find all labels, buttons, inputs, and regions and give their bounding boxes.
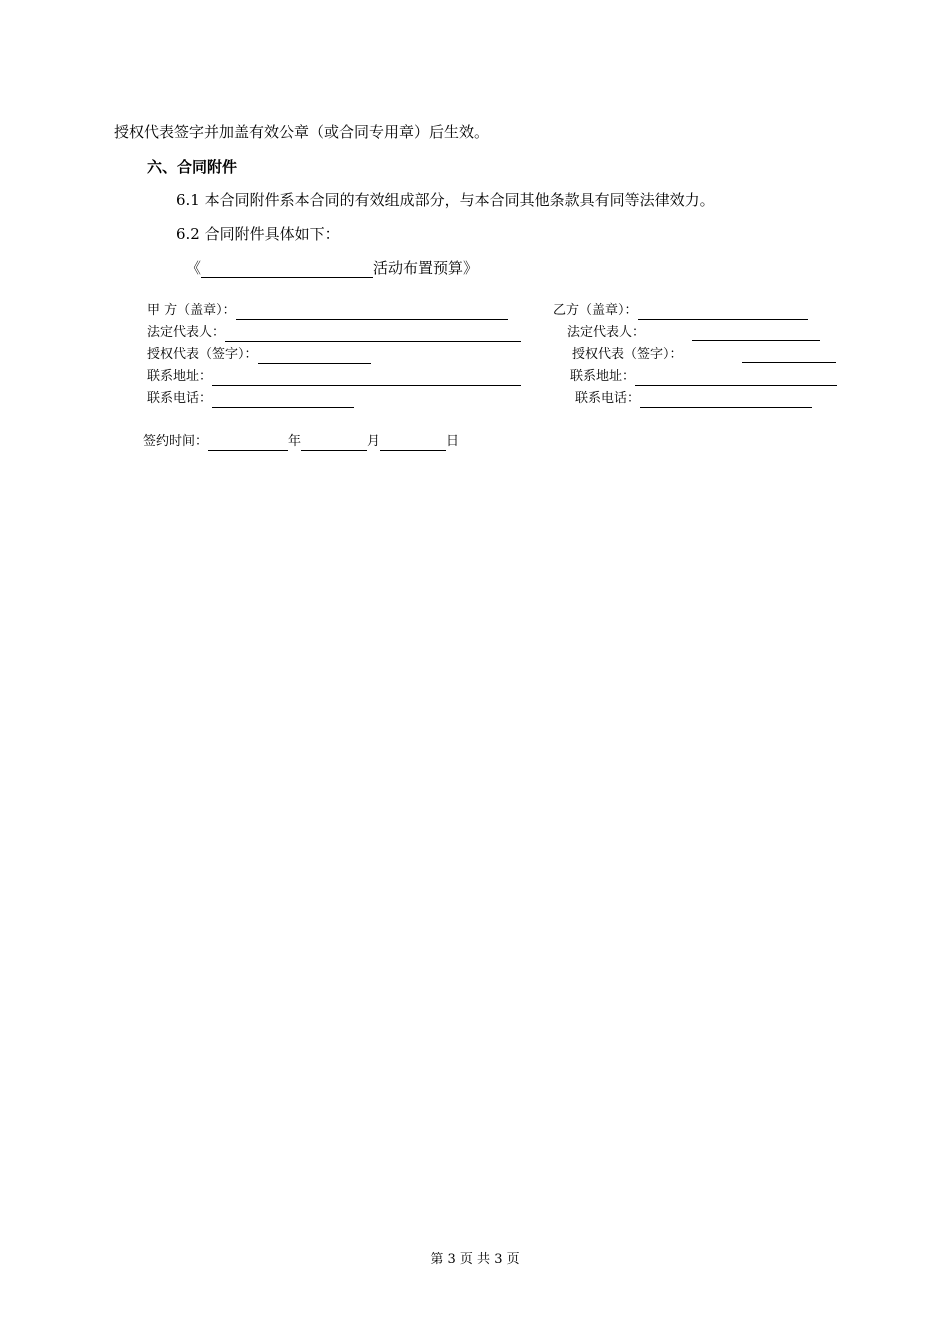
signing-day-label: 日 bbox=[446, 434, 460, 449]
section-6-item-1: 6.1 本合同附件系本合同的有效组成部分，与本合同其他条款具有同等法律效力。 bbox=[176, 191, 715, 209]
attachment-title: 活动布置预算》 bbox=[373, 259, 479, 277]
party-a-seal-label: 甲 方（盖章）： bbox=[147, 303, 236, 318]
party-b-seal bbox=[553, 302, 808, 320]
attachment-blank bbox=[201, 263, 373, 278]
party-b-legal-rep-label: 法定代表人： bbox=[567, 325, 646, 340]
party-b-phone-blank bbox=[640, 393, 812, 408]
attachment-line bbox=[186, 258, 478, 278]
clause-5-tail: 授权代表签字并加盖有效公章（或合同专用章）后生效。 bbox=[114, 123, 490, 141]
signing-year-blank bbox=[208, 436, 288, 451]
party-a-address-blank bbox=[212, 371, 521, 386]
party-a-legal-rep-blank bbox=[225, 327, 521, 342]
page-number-footer: 第 3 页 共 3 页 bbox=[430, 1252, 520, 1267]
party-a-legal-rep bbox=[147, 324, 521, 342]
party-a-auth-rep-blank bbox=[258, 349, 371, 364]
party-a-auth-rep bbox=[147, 346, 371, 364]
party-b-address bbox=[570, 368, 837, 386]
signing-day-blank bbox=[380, 436, 446, 451]
signing-month-blank bbox=[301, 436, 367, 451]
party-b-seal-label: 乙方（盖章）： bbox=[553, 303, 638, 318]
party-b-phone-label: 联系电话： bbox=[575, 391, 641, 406]
party-b-auth-rep-label: 授权代表（签字）： bbox=[572, 347, 683, 362]
section-6-heading: 六、合同附件 bbox=[147, 158, 238, 176]
party-a-phone bbox=[147, 390, 354, 408]
party-b-address-label: 联系地址： bbox=[570, 369, 636, 384]
section-6-item-2: 6.2 合同附件具体如下： bbox=[176, 225, 340, 243]
party-a-phone-blank bbox=[212, 393, 354, 408]
party-a-legal-rep-label: 法定代表人： bbox=[147, 325, 226, 340]
party-a-seal bbox=[147, 302, 508, 320]
party-b-seal-blank bbox=[638, 305, 808, 320]
signing-date bbox=[143, 433, 459, 451]
party-b-phone bbox=[575, 390, 812, 408]
party-a-auth-rep-label: 授权代表（签字）： bbox=[147, 347, 258, 362]
signing-year-label: 年 bbox=[288, 434, 302, 449]
party-a-seal-blank bbox=[236, 305, 508, 320]
party-a-address-label: 联系地址： bbox=[147, 369, 213, 384]
party-b-auth-rep-blank bbox=[742, 348, 836, 363]
party-b-address-blank bbox=[635, 371, 837, 386]
signing-month-label: 月 bbox=[367, 434, 381, 449]
party-a-address bbox=[147, 368, 521, 386]
attachment-open-bracket: 《 bbox=[186, 259, 202, 277]
party-b-legal-rep-blank bbox=[692, 326, 820, 341]
signing-date-label: 签约时间： bbox=[143, 434, 209, 449]
party-a-phone-label: 联系电话： bbox=[147, 391, 213, 406]
